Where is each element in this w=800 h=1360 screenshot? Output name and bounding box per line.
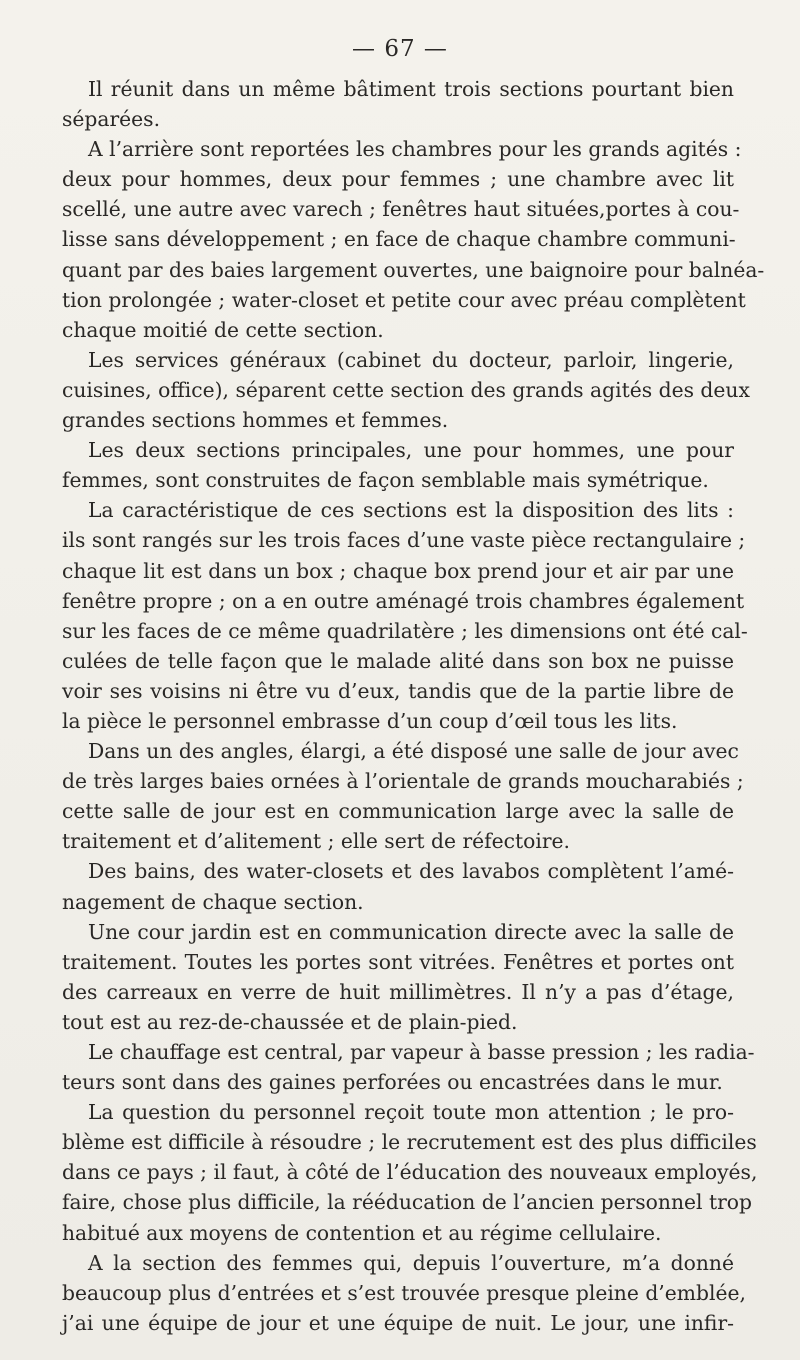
paragraph — [62, 917, 734, 1037]
text-line: dans ce pays ; il faut, à côté de l’éducation des nouveaux employés, — [62, 1160, 758, 1185]
paragraph — [62, 495, 748, 736]
text-line: sur les faces de ce même quadrilatère ; les dimensions ont été cal- — [62, 618, 748, 643]
paragraph — [62, 1248, 746, 1338]
text-line: traitement. Toutes les portes sont vitrées. Fenêtres et portes ont — [62, 949, 734, 974]
body-text — [62, 74, 765, 1338]
text-line: culées de telle façon que le malade alité dans son box ne puisse — [62, 648, 734, 673]
text-line: blème est difficile à résoudre ; le recrutement est des plus difficiles — [62, 1130, 757, 1155]
paragraph — [62, 74, 734, 134]
text-line: beaucoup plus d’entrées et s’est trouvée presque pleine d’emblée, — [62, 1280, 746, 1305]
paragraph — [62, 435, 734, 495]
paragraph — [62, 1037, 755, 1097]
text-line: cuisines, office), séparent cette section des grands agités des deux — [62, 377, 750, 402]
text-line: grandes sections hommes et femmes. — [62, 408, 449, 433]
paragraph — [62, 345, 750, 435]
text-line: A la section des femmes qui, depuis l’ouverture, m’a donné — [88, 1250, 734, 1275]
text-line: chaque moitié de cette section. — [62, 317, 384, 342]
text-line: faire, chose plus difficile, la rééducation de l’ancien personnel trop — [62, 1190, 752, 1215]
text-line: Il réunit dans un même bâtiment trois sections pourtant bien — [88, 77, 734, 101]
text-line: quant par des baies largement ouvertes, une baignoire pour balnéa- — [62, 257, 765, 282]
text-line: Des bains, des water-closets et des lavabos complètent l’amé- — [88, 859, 734, 884]
text-line: tout est au rez-de-chaussée et de plain-pied. — [62, 1009, 518, 1034]
paragraph — [62, 134, 765, 345]
text-line: A l’arrière sont reportées les chambres pour les grands agités : — [88, 137, 742, 162]
text-line: Les deux sections principales, une pour hommes, une pour — [88, 438, 734, 463]
paragraph — [62, 856, 734, 916]
text-line: La question du personnel reçoit toute mon attention ; le pro- — [88, 1100, 734, 1125]
text-line: deux pour hommes, deux pour femmes ; une chambre avec lit — [62, 167, 734, 192]
text-line: La caractéristique de ces sections est la disposition des lits : — [88, 498, 734, 523]
text-line: lisse sans développement ; en face de chaque chambre communi- — [62, 227, 736, 252]
text-line: Dans un des angles, élargi, a été disposé une salle de jour avec — [88, 739, 739, 764]
text-line: teurs sont dans des gaines perforées ou encastrées dans le mur. — [62, 1070, 723, 1095]
text-line: chaque lit est dans un box ; chaque box prend jour et air par une — [62, 558, 734, 583]
page-number: — 67 — — [352, 36, 448, 62]
text-line: cette salle de jour est en communication large avec la salle de — [62, 799, 734, 824]
text-line: nagement de chaque section. — [62, 889, 364, 914]
paragraph — [62, 736, 744, 856]
text-line: Le chauffage est central, par vapeur à basse pression ; les radia- — [88, 1040, 755, 1064]
text-line: voir ses voisins ni être vu d’eux, tandis que de la partie libre de — [62, 678, 734, 703]
text-line: habitué aux moyens de contention et au régime cellulaire. — [62, 1220, 662, 1245]
text-line: traitement et d’alitement ; elle sert de réfectoire. — [62, 829, 571, 854]
text-line: scellé, une autre avec varech ; fenêtres haut situées,portes à cou- — [62, 197, 740, 222]
text-line: des carreaux en verre de huit millimètres. Il n’y a pas d’étage, — [62, 979, 734, 1004]
text-line: la pièce le personnel embrasse d’un coup d’œil tous les lits. — [62, 708, 678, 733]
text-line: femmes, sont construites de façon semblable mais symétrique. — [62, 468, 709, 493]
text-line: ils sont rangés sur les trois faces d’une vaste pièce rectangulaire ; — [62, 528, 746, 553]
text-line: j’ai une équipe de jour et une équipe de nuit. Le jour, une infir- — [62, 1310, 734, 1335]
text-line: de très larges baies ornées à l’orientale de grands moucharabiés ; — [62, 769, 744, 794]
text-line: séparées. — [62, 107, 161, 132]
text-line: tion prolongée ; water-closet et petite cour avec préau complètent — [62, 287, 746, 312]
text-line: Une cour jardin est en communication directe avec la salle de — [88, 919, 734, 944]
text-line: Les services généraux (cabinet du docteur, parloir, lingerie, — [88, 347, 734, 372]
paragraph — [62, 1097, 758, 1247]
text-line: fenêtre propre ; on a en outre aménagé trois chambres également — [62, 588, 745, 613]
